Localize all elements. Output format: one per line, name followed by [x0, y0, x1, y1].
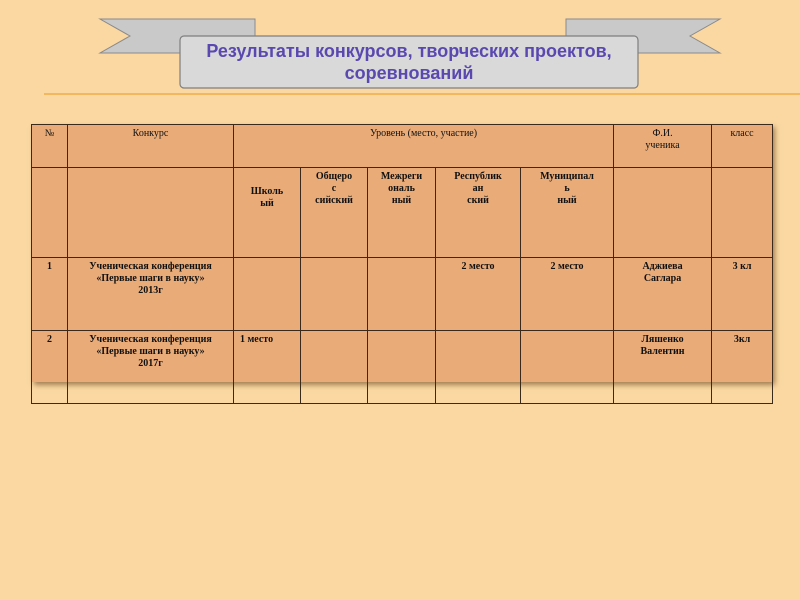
- row-russia: [301, 331, 368, 404]
- page-title: Результаты конкурсов, творческих проектов, соревнований: [206, 41, 612, 83]
- table-row: [32, 331, 773, 404]
- level-interregional: Межреги ональ ный: [368, 168, 436, 258]
- row-municipal: 2 место: [521, 258, 614, 331]
- divider-line: [44, 93, 800, 95]
- results-table-container: [31, 124, 772, 382]
- level-republic: Республик ан ский: [436, 168, 521, 258]
- row-student: Ляшенко Валентин: [614, 331, 712, 404]
- subheader-empty-contest: [68, 168, 234, 258]
- row-grade: 3кл: [712, 331, 773, 404]
- header-num: №: [32, 125, 68, 168]
- level-municipal: Муниципал ь ный: [521, 168, 614, 258]
- row-grade: 3 кл: [712, 258, 773, 331]
- level-russia: Общеро с сийский: [301, 168, 368, 258]
- header-grade: класс: [712, 125, 773, 168]
- row-russia: [301, 258, 368, 331]
- row-interregional: [368, 258, 436, 331]
- row-contest: Ученическая конференция «Первые шаги в науку» 2017г: [68, 331, 234, 404]
- header-contest: Конкурс: [68, 125, 234, 168]
- header-row: [32, 125, 773, 168]
- row-interregional: [368, 331, 436, 404]
- subheader-empty-num: [32, 168, 68, 258]
- subheader-empty-grade: [712, 168, 773, 258]
- header-level: Уровень (место, участие): [234, 125, 614, 168]
- header-student: Ф.И. ученика: [614, 125, 712, 168]
- row-num: 1: [32, 258, 68, 331]
- subheader-row: [32, 168, 773, 258]
- table-row: [32, 258, 773, 331]
- row-republic: 2 место: [436, 258, 521, 331]
- title-banner: [0, 0, 800, 100]
- row-num: 2: [32, 331, 68, 404]
- row-school: 1 место: [234, 331, 301, 404]
- row-student: Аджиева Саглара: [614, 258, 712, 331]
- results-table: [31, 124, 773, 404]
- level-school: Школь ый: [234, 168, 301, 258]
- row-republic: [436, 331, 521, 404]
- subheader-empty-student: [614, 168, 712, 258]
- row-municipal: [521, 331, 614, 404]
- row-school: [234, 258, 301, 331]
- row-contest: Ученическая конференция «Первые шаги в науку» 2013г: [68, 258, 234, 331]
